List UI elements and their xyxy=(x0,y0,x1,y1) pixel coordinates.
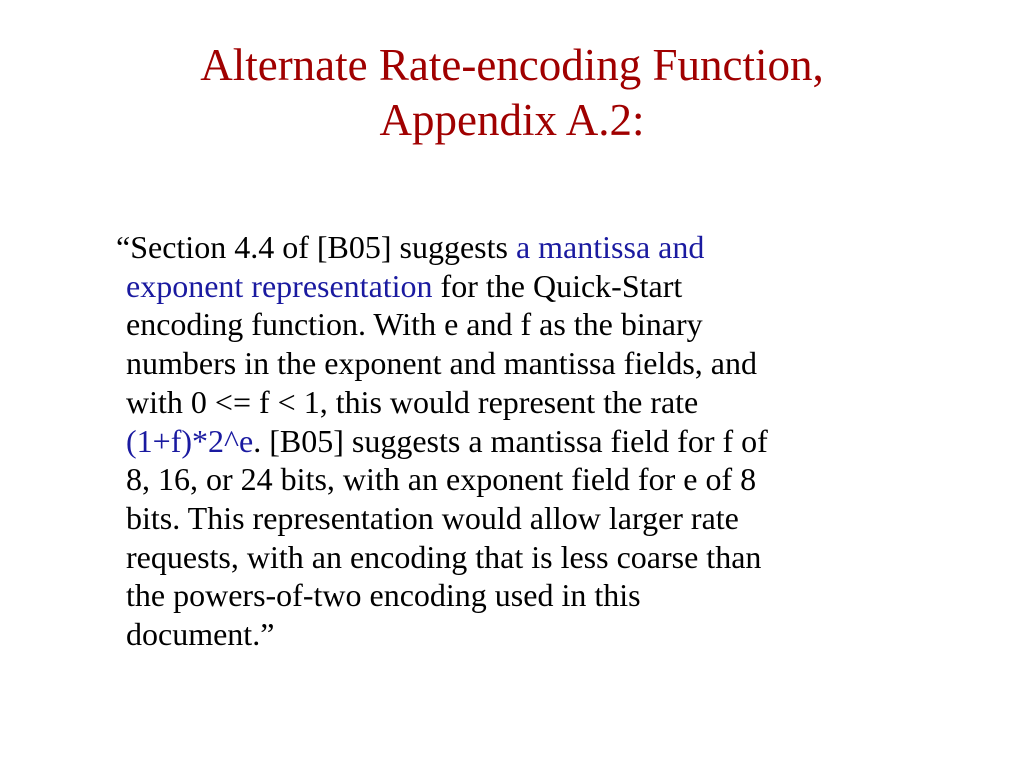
quote-paragraph xyxy=(116,228,946,654)
highlighted-phrase: exponent representation xyxy=(126,267,433,304)
quote-line-4: numbers in the exponent and mantissa fields, and xyxy=(126,345,757,382)
highlighted-phrase: a mantissa and xyxy=(515,229,705,265)
quote-line-9: requests, with an encoding that is less coarse than xyxy=(126,538,762,575)
slide-title-line-1: Alternate Rate-encoding Function, xyxy=(200,40,824,90)
quote-line-2 xyxy=(126,267,946,306)
quote-text: for the Quick-Start xyxy=(432,267,683,304)
quote-line-11: document.” xyxy=(126,616,275,653)
quote-line-8: bits. This representation would allow larger rate xyxy=(126,499,739,536)
highlighted-formula: (1+f)*2^e xyxy=(126,422,254,459)
quote-line-6 xyxy=(126,422,946,461)
slide-title-line-2: Appendix A.2: xyxy=(379,95,645,145)
quote-text: . [B05] suggests a mantissa field for f of xyxy=(253,422,768,459)
quote-line-7: 8, 16, or 24 bits, with an exponent field for e of 8 xyxy=(126,461,757,498)
quote-line-3: encoding function. With e and f as the binary xyxy=(126,306,703,343)
slide-title xyxy=(0,38,1024,148)
quote-line-5: with 0 <= f < 1, this would represent the rate xyxy=(126,383,699,420)
quote-line-10: the powers-of-two encoding used in this xyxy=(126,577,641,614)
quote-line-1 xyxy=(116,228,946,267)
quote-text: “Section 4.4 of [B05] suggests xyxy=(116,229,516,265)
